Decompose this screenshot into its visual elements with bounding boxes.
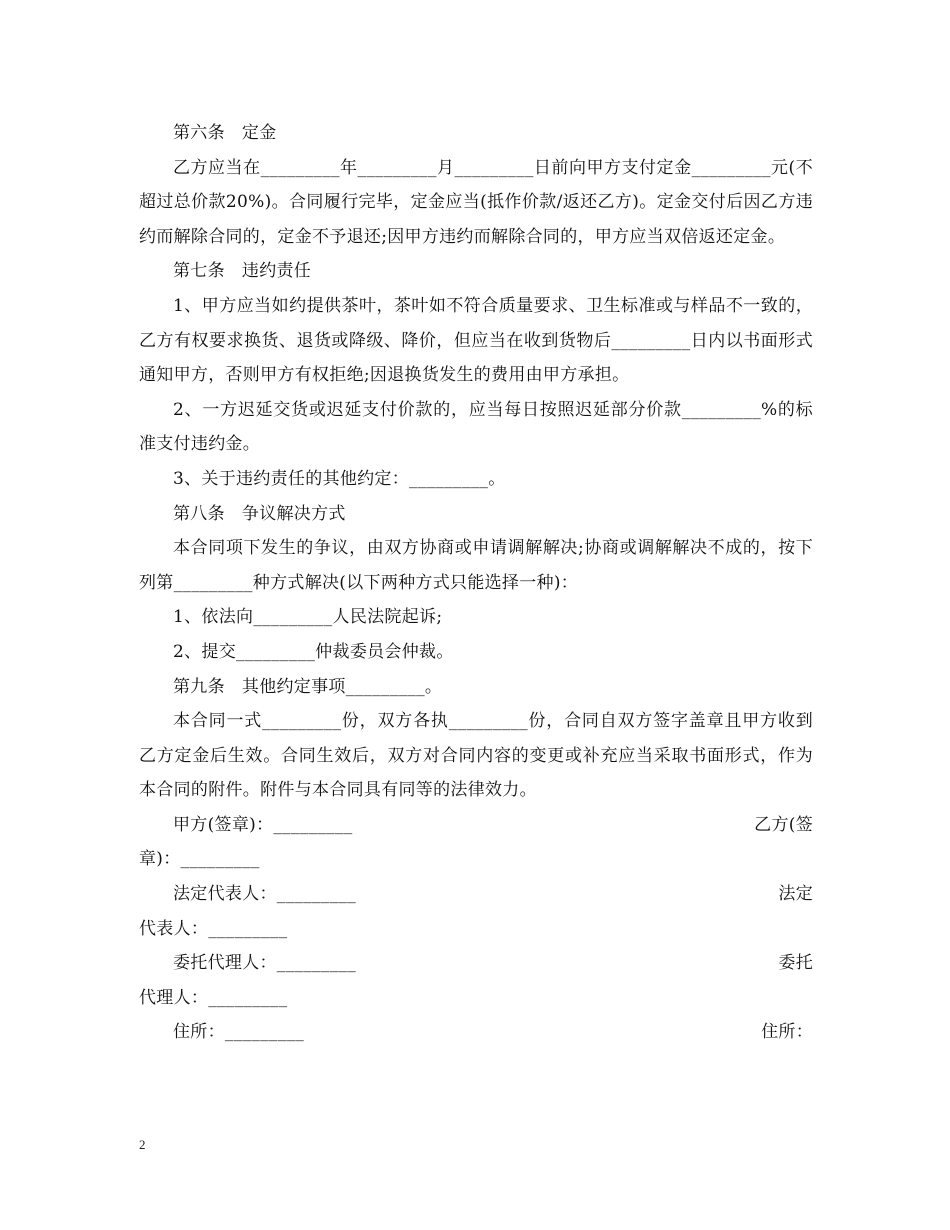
article-7-item-2: 2、一方迟延交货或迟延支付价款的，应当每日按照迟延部分价款_________%的标准支付违约金。 — [139, 399, 813, 455]
article-8-heading — [139, 497, 813, 532]
article-6-paragraph: 乙方应当在_________年_________月_________日前向甲方支付定金_________元(不超过总价款20%)。合同履行完毕，定金应当(抵作价款/返还乙方)。定金交付后因乙方违约而解除合同的，定金不予退还;因甲方违约而解除合同的，甲方应当双倍返还定金。 — [139, 157, 813, 247]
article-8-paragraph: 本合同项下发生的争议，由双方协商或申请调解解决;协商或调解解决不成的，按下列第_________种方式解决(以下两种方式只能选择一种)： — [139, 538, 813, 593]
page-number: 2 — [139, 1137, 146, 1152]
party-a-address: 住所：_________ — [173, 1022, 305, 1043]
party-a-seal: 甲方(签章)：_________ — [173, 814, 353, 835]
article-6-heading — [139, 116, 813, 151]
party-b-seal-end: 章)：_________ — [139, 849, 260, 870]
party-b-agent-end: 代理人：_________ — [139, 987, 288, 1008]
signature-agent-row — [139, 946, 813, 981]
article-9-paragraph: 本合同一式_________份，双方各执_________份，合同自双方签字盖章且甲方收到乙方定金后生效。合同生效后，双方对合同内容的变更或补充应当采取书面形式，作为本合同的附件。附件与本合同具有同等的法律效力。 — [139, 711, 813, 801]
article-9-heading — [139, 670, 813, 705]
party-b-seal-start: 乙方(签 — [754, 814, 813, 835]
article-6-number: 第六条 — [173, 123, 225, 143]
article-8-item-2: 2、提交_________仲裁委员会仲裁。 — [173, 641, 454, 662]
article-9-number: 第九条 — [173, 676, 225, 697]
article-6-title: 定金 — [241, 123, 277, 143]
article-7-item-1: 1、甲方应当如约提供茶叶，茶叶如不符合质量要求、卫生标准或与样品不一致的，乙方有权要求换货、退货或降级、降价，但应当在收到货物后_________日内以书面形式通知甲方，否则甲方有权拒绝;因退换货发生的费用由甲方承担。 — [139, 295, 813, 386]
article-8-item-1: 1、依法向_________人民法院起诉; — [173, 607, 443, 628]
article-7-number: 第七条 — [173, 261, 225, 282]
signature-rep-row — [139, 877, 813, 912]
party-b-representative-end: 代表人：_________ — [139, 918, 288, 939]
article-7-title: 违约责任 — [241, 261, 312, 282]
document-body — [139, 116, 813, 1050]
party-b-representative-start: 法定 — [778, 884, 813, 905]
party-b-address: 住所： — [761, 1022, 813, 1043]
signature-seal-row — [139, 808, 813, 843]
signature-address-row — [139, 1015, 813, 1050]
article-8-number: 第八条 — [173, 503, 225, 524]
article-7-heading — [139, 254, 813, 289]
party-b-agent-start: 委托 — [778, 953, 813, 974]
article-9-title: 其他约定事项_________。 — [241, 676, 443, 697]
party-a-agent: 委托代理人：_________ — [173, 953, 356, 974]
article-8-title: 争议解决方式 — [241, 503, 346, 524]
article-7-item-3: 3、关于违约责任的其他约定：_________。 — [173, 468, 506, 489]
party-a-representative: 法定代表人：_________ — [173, 884, 356, 905]
